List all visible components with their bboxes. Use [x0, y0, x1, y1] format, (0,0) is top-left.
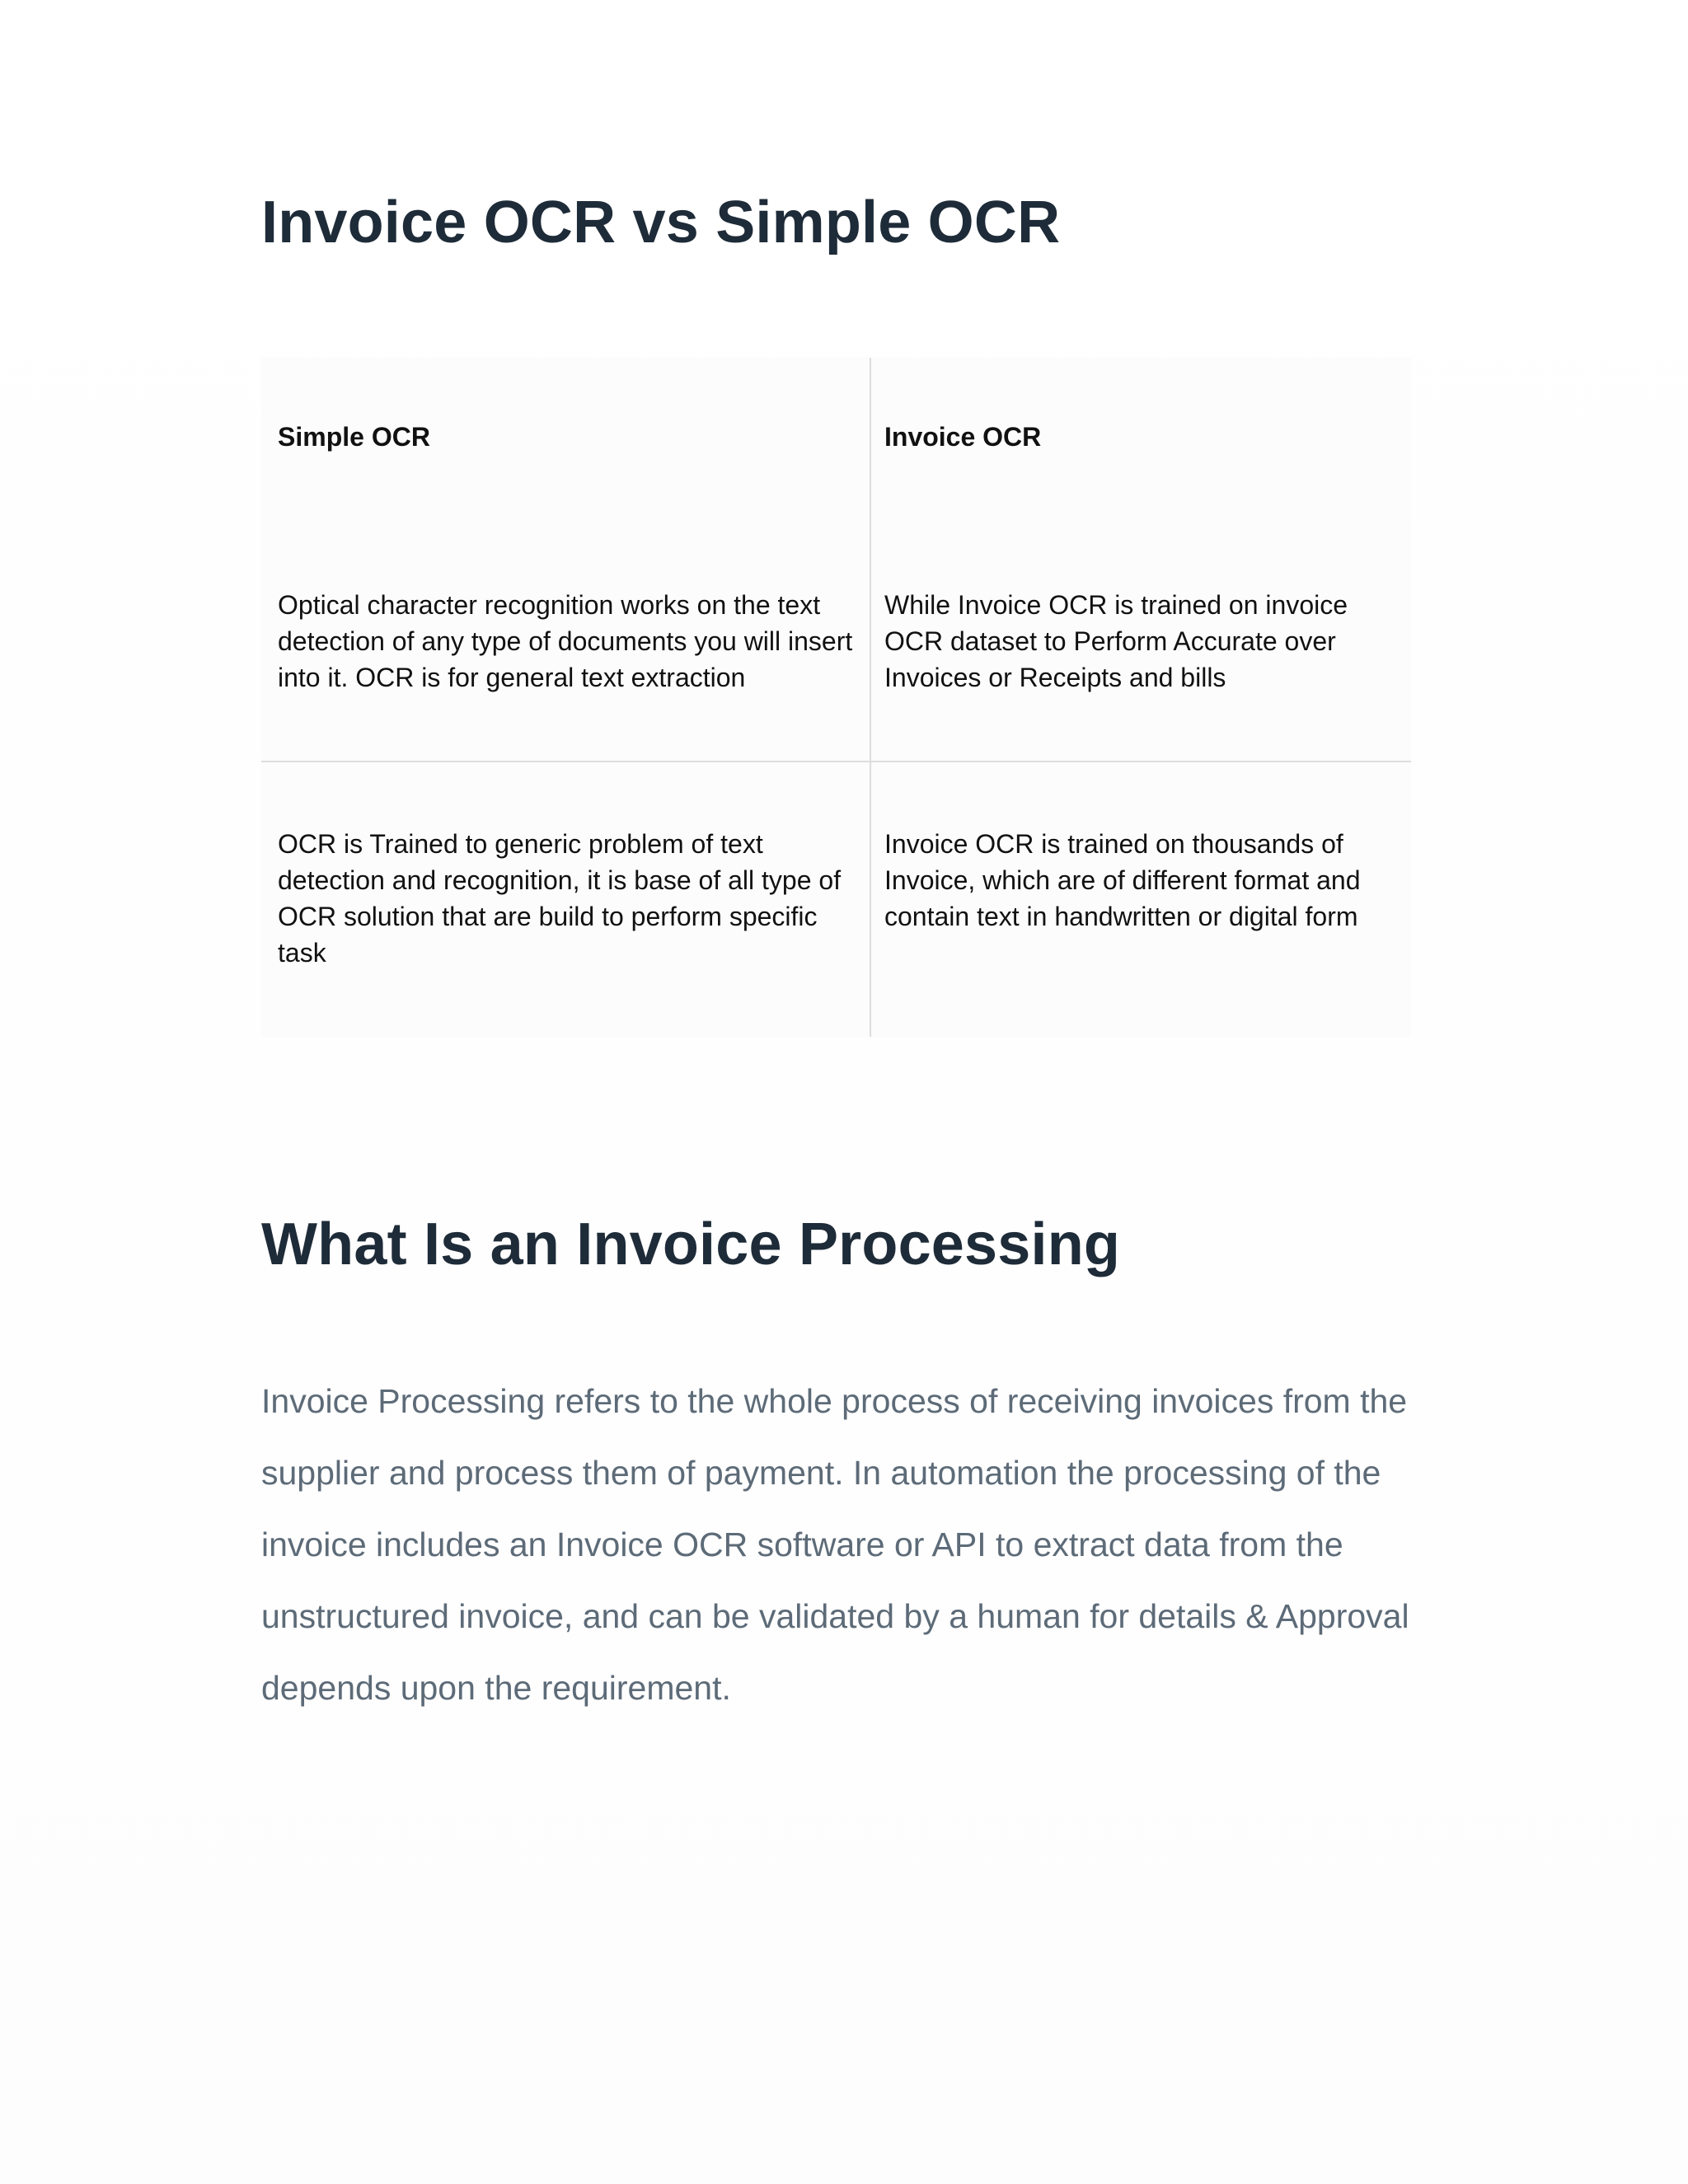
table-cell: Invoice OCR is trained on thousands of Invoice, which are of different format and contain text in handwritten or digital form: [884, 829, 1361, 931]
comparison-heading: Invoice OCR vs Simple OCR: [261, 190, 1061, 255]
column-header-invoice-ocr: Invoice OCR: [884, 422, 1042, 452]
table-cell: OCR is Trained to generic problem of text detection and recognition, it is base of all type of OCR solution that are build to perform specific task: [278, 829, 842, 968]
column-header-simple-ocr: Simple OCR: [278, 422, 430, 452]
row-divider: [261, 761, 1411, 762]
table-cell: Optical character recognition works on the text detection of any type of documents you will insert into it. OCR is for general text extraction: [278, 590, 853, 692]
comparison-table: [261, 358, 1411, 1037]
column-divider: [870, 358, 871, 1037]
table-cell: While Invoice OCR is trained on invoice OCR dataset to Perform Accurate over Invoices or Receipts and bills: [884, 590, 1348, 692]
processing-paragraph: Invoice Processing refers to the whole process of receiving invoices from the supplier and process them of payment. In automation the processing of the invoice includes an Invoice OCR software or API to extract data from the unstructured invoice, and can be validated by a human for details & Approval depends upon the requirement.: [261, 1382, 1409, 1707]
processing-heading: What Is an Invoice Processing: [261, 1212, 1121, 1277]
